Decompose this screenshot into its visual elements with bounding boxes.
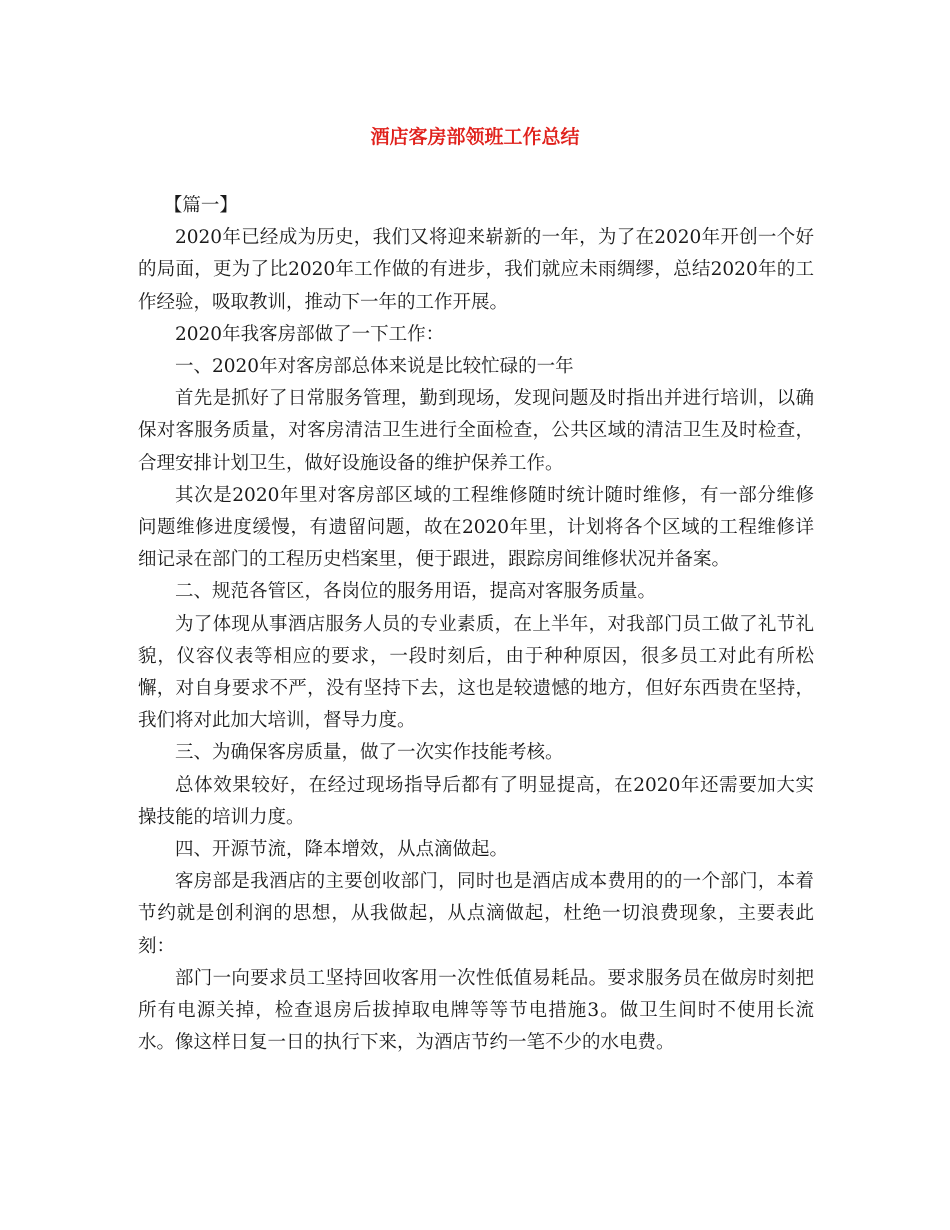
paragraph: 其次是2020年里对客房部区域的工程维修随时统计随时维修，有一部分维修问题维修进度缓慢，有遗留问题，故在2020年里，计划将各个区域的工程维修详细记录在部门的工程历史档案里，便于跟进，跟踪房间维修状况并备案。 xyxy=(138,484,814,571)
paragraph: 为了体现从事酒店服务人员的专业素质，在上半年，对我部门员工做了礼节礼貌，仪容仪表等相应的要求，一段时刻后，由于种种原因，很多员工对此有所松懈，对自身要求不严，没有坚持下去，这也是较遗憾的地方，但好东西贵在坚持，我们将对此加大培训，督导力度。 xyxy=(138,613,814,732)
paragraph: 总体效果较好，在经过现场指导后都有了明显提高，在2020年还需要加大实操技能的培训力度。 xyxy=(138,774,814,828)
document-title: 酒店客房部领班工作总结 xyxy=(370,126,580,148)
paragraph: 一、2020年对客房部总体来说是比较忙碌的一年 xyxy=(175,356,574,378)
paragraph: 2020年我客房部做了一下工作： xyxy=(175,323,445,345)
paragraph: 四、开源节流，降本增效，从点滴做起。 xyxy=(175,839,509,861)
paragraph: 首先是抓好了日常服务管理，勤到现场，发现问题及时指出并进行培训，以确保对客服务质量，对客房清洁卫生进行全面检查，公共区域的清洁卫生及时检查，合理安排计划卫生，做好设施设备的维护保养工作。 xyxy=(138,388,814,474)
paragraph: 部门一向要求员工坚持回收客用一次性低值易耗品。要求服务员在做房时刻把所有电源关掉，检查退房后拔掉取电牌等等节电措施3。做卫生间时不使用长流水。像这样日复一日的执行下来，为酒店节约一笔不少的水电费。 xyxy=(138,967,814,1054)
document-body xyxy=(138,190,814,1059)
section-label: 【篇一】 xyxy=(163,195,238,216)
paragraph: 二、规范各管区，各岗位的服务用语，提高对客服务质量。 xyxy=(175,581,657,603)
paragraph: 客房部是我酒店的主要创收部门，同时也是酒店成本费用的的一个部门，本着节约就是创利润的思想，从我做起，从点滴做起，杜绝一切浪费现象，主要表此刻： xyxy=(138,871,814,957)
paragraph: 三、为确保客房质量，做了一次实作技能考核。 xyxy=(175,742,564,764)
paragraph: 2020年已经成为历史，我们又将迎来崭新的一年，为了在2020年开创一个好的局面，更为了比2020年工作做的有进步，我们就应未雨绸缪，总结2020年的工作经验，吸取教训，推动下一年的工作开展。 xyxy=(138,227,814,313)
